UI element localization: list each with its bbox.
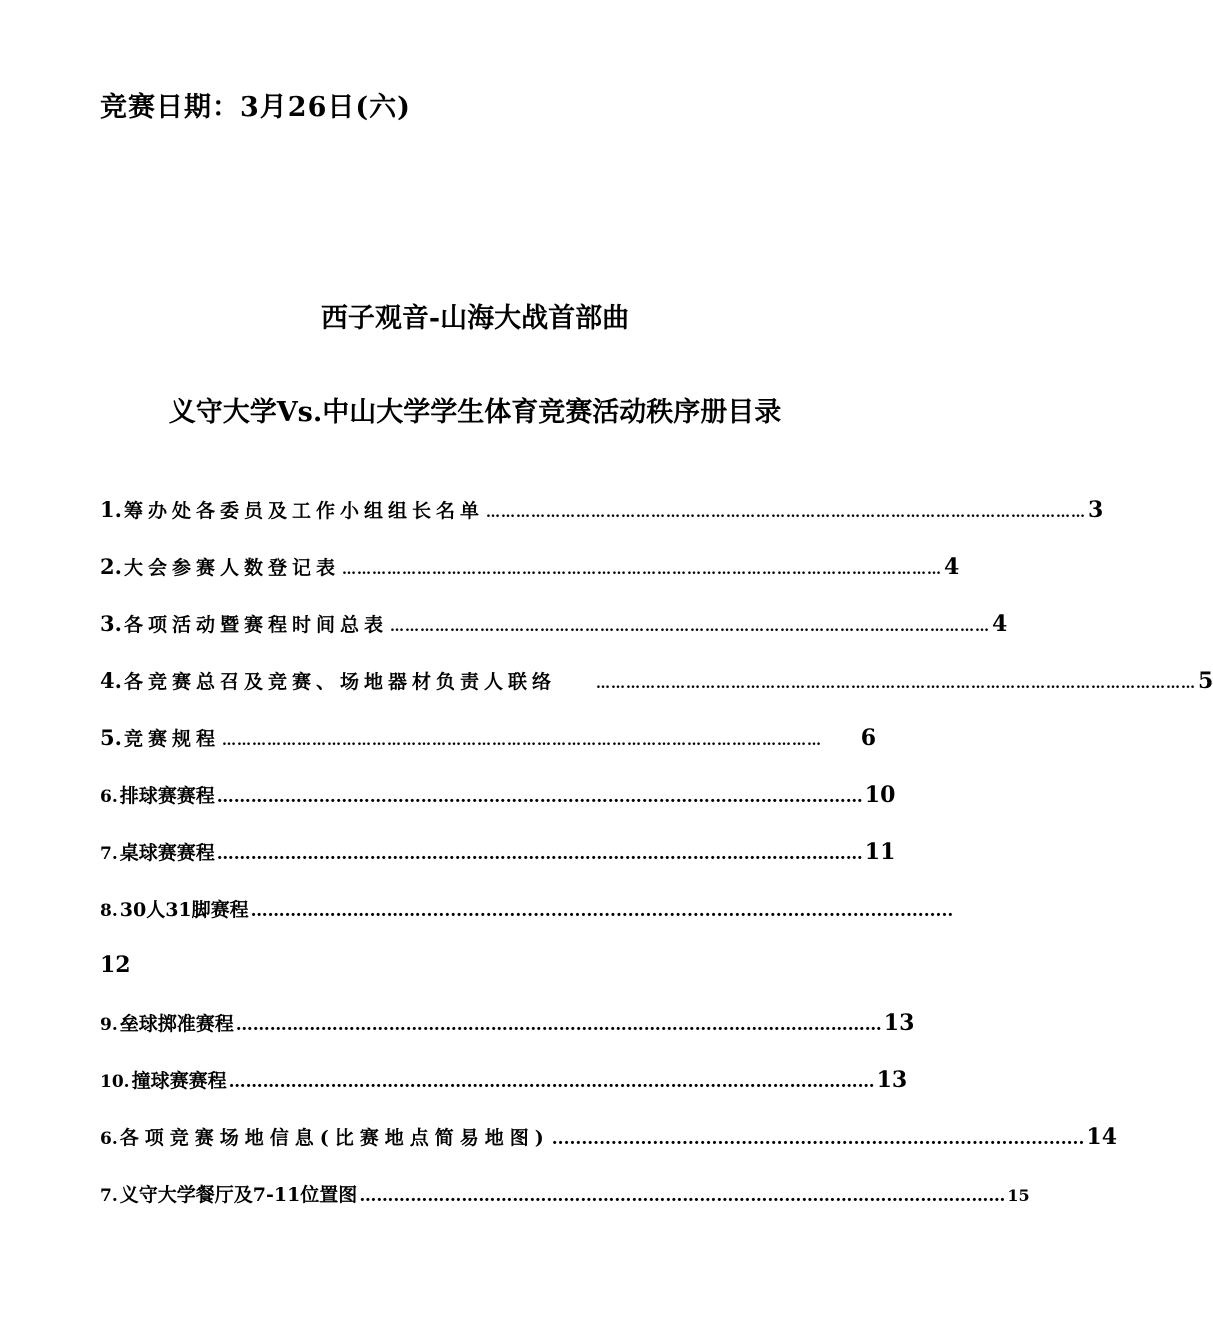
toc-entry-number: 2.: [100, 554, 122, 579]
toc-entry-title: 大会参赛人数登记表: [123, 557, 340, 579]
toc-entry-title: 桌球赛赛程: [119, 842, 215, 864]
toc-entry-title: 各项竞赛场地信息(比赛地点简易地图): [119, 1127, 550, 1149]
toc-leader-periods: ..........................................................................................: [420, 901, 954, 921]
toc-entry-page: 15: [1007, 1186, 1030, 1205]
toc-leader-dots: …………………………………………………………………………………………………………: [595, 676, 1196, 692]
toc-entry-title: 各竞赛总召及竞赛、场地器材负责人联络: [123, 671, 556, 693]
toc-entry-number: 5.: [100, 725, 122, 750]
toc-leader-dots: …………………………………………………………………………………………………………: [221, 733, 822, 749]
toc-leader-dots: …………………………………………………………………………………………………………: [389, 619, 990, 635]
toc-entry[interactable]: [100, 895, 954, 952]
toc-entry-number: 3.: [100, 611, 122, 636]
table-of-contents: [100, 496, 1213, 1237]
toc-entry[interactable]: [100, 1009, 915, 1066]
toc-leader-dots: …………………………………………………………………………………………………………: [341, 562, 942, 578]
toc-entry[interactable]: [100, 838, 896, 895]
toc-leader-dots: ……………………………………………………………………………………………………: [216, 844, 863, 864]
toc-leader-dots: ..........................................................................................: [551, 1129, 1085, 1149]
toc-entry-number: 9.: [100, 1015, 118, 1035]
toc-entry[interactable]: [100, 1180, 1030, 1237]
toc-entry-page: 14: [1086, 1124, 1118, 1150]
toc-entry-page: 4: [991, 611, 1008, 637]
document-title-line2: 义守大学Vs.中山大学学生体育竞赛活动秩序册目录: [168, 397, 782, 428]
toc-leader-ellipsis: …………………………: [250, 901, 421, 921]
toc-entry-page: 5: [1197, 668, 1213, 694]
toc-entry-page: 13: [883, 1010, 915, 1036]
toc-entry-title: 垒球掷准赛程: [119, 1013, 234, 1035]
toc-entry-number: 1.: [100, 497, 122, 522]
toc-entry-page: 3: [1087, 497, 1104, 523]
toc-leader-dots: ……………………………………………………………………………………………………: [228, 1072, 875, 1092]
toc-entry-title: 筹办处各委员及工作小组组长名单: [123, 500, 484, 522]
toc-entry-title: 30人31脚赛程: [119, 899, 249, 921]
toc-entry-title: 排球赛赛程: [119, 785, 215, 807]
toc-entry-number: 4.: [100, 668, 122, 693]
toc-entry-page: 13: [876, 1067, 908, 1093]
toc-entry-page: 11: [864, 839, 896, 865]
toc-entry-number: 7.: [100, 1186, 118, 1206]
toc-entry[interactable]: [100, 496, 1104, 553]
toc-entry-number: 10.: [100, 1072, 130, 1092]
toc-entry-title: 义守大学餐厅及7-11位置图: [119, 1184, 358, 1206]
toc-entry-page: 6: [860, 725, 876, 751]
toc-entry[interactable]: [100, 553, 960, 610]
toc-entry-number: 6.: [100, 787, 118, 807]
toc-leader-dots: ……………………………………………………………………………………………………: [359, 1186, 1006, 1206]
toc-entry[interactable]: [100, 781, 896, 838]
toc-entry[interactable]: [100, 724, 876, 781]
document-title-line1: 西子观音-山海大战首部曲: [320, 303, 630, 334]
toc-entry-page: 4: [943, 554, 960, 580]
toc-entry[interactable]: [100, 667, 1213, 724]
toc-entry-number: 7.: [100, 844, 118, 864]
toc-entry-number: 6.: [100, 1129, 118, 1149]
toc-leader-dots: …………………………………………………………………………………………………………: [485, 505, 1086, 521]
toc-entry-page-wrapped[interactable]: 12: [100, 952, 131, 978]
toc-leader-dots: [251, 901, 954, 921]
toc-entry-number: 8.: [100, 901, 118, 921]
toc-leader-dots: ……………………………………………………………………………………………………: [216, 787, 863, 807]
toc-entry-page: 10: [864, 782, 896, 808]
toc-leader-dots: ……………………………………………………………………………………………………: [235, 1015, 882, 1035]
toc-entry-title: 各项活动暨赛程时间总表: [123, 614, 388, 636]
toc-entry[interactable]: [100, 1123, 1118, 1180]
toc-entry[interactable]: [100, 610, 1008, 667]
toc-entry-title: 撞球赛赛程: [131, 1070, 227, 1092]
toc-entry-title: 竞赛规程: [123, 728, 220, 750]
competition-date: 竞赛日期：3月26日(六): [100, 92, 411, 123]
toc-entry[interactable]: [100, 1066, 908, 1123]
